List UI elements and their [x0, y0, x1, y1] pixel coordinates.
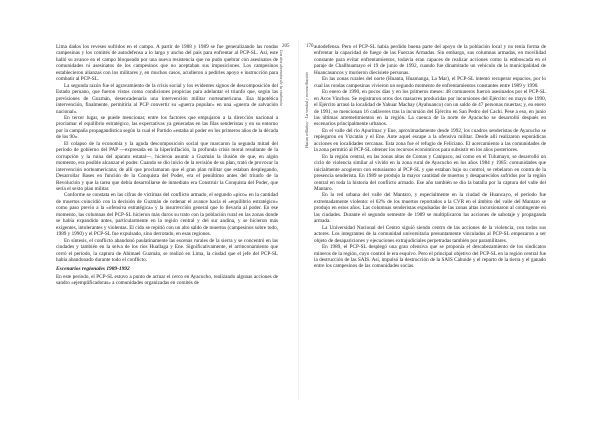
paragraph: Lima dados los reveses sufridos en el campo. A partir de 1988 y 1989 se fue generalizando las rondas campesinas y los comités de autodefensa a lo largo y ancho del país para enfrentar al PCP-SL. Así, este halló su avance en el campo bloqueado por una nueva resistencia que no pudo quebrar con asesinatos de comunidades ni asesinatos de los campesinos que no aceptaban sus imposiciones. Los campesinos establecieron alianzas con los militares y, en muchos casos, acudieron a pedirles apoyo e instrucción para combatir al PCP-SL. — [56, 44, 278, 83]
section-paragraph: En este período, el PCP-SL estuvo a punto de actuar el cerco en Ayacucho, realizando algunas acciones de sandro «ejemplificadoras» a comunidades organizadas en comités de — [56, 274, 278, 287]
paragraph: En las zonas rurales del norte (Huanta, Huamanga, La Mar), el PCP-SL intentó recuperar espacios, por lo cual las rondas campesinas vivieron un segundo momento de enfrentamientos constantes entre 1989 y 1990. — [314, 76, 546, 89]
right-page — [314, 44, 546, 270]
left-page — [56, 44, 278, 287]
right-running-head: Hatun willakuy · La verdad y reconciliación — [304, 72, 309, 148]
left-running-head: Los dos decenios de la violencia — [279, 50, 284, 106]
paragraph: En tercer lugar, se puede mencionar, entre los factores que empujaron a la dirección nacional a proclamar el equilibrio estratégico, las expectativas ya generadas en las filas senderistas y en su entorno por la campaña propagandística según la cual el Partido «estaba al poder en los primeros años de la década de los 90». — [56, 114, 278, 141]
paragraph: En la región central, en las zonas altas de Comas y Canipaco, así como en el Tulumayo, se desarrolló un ciclo de violencia similar al vivido en la zona rural de Ayacucho en los años 1984 y 1985: comunidades que inicialmente acogieron con entusiasmo al PCP-SL y que estaban bajo su control, se rebelaron en contra de la presencia senderista. En 1989 se produjo la mayor cantidad de muertos y desaparecidos sufridos por la región central en toda la historia del conflicto armado. Ese año también se dio la batalla por la captura del valle del Mantaro. — [314, 153, 546, 192]
paragraph: El colapso de la economía y la aguda descomposición social que marcaron la segunda mitad del período de gobierno del PAP —expresada en la hiperinflación, la profunda crisis moral resultante de la corrupción y la ruina del aparato estatal—, hicieron asumir a Guzmán la ilusión de que, en algún momento, era posible alcanzar el poder. Cuando se dio inicio de la revisión de su plan, trató de provocar la intervención norteamericana; de allí que proclamaran que el gran plan militar que estaban desplegando, Desarrollar Bases en función de la Conquista del Poder, era el penúltimo antes del triunfo de la Revolución y que la tarea que debía desarrollarse de inmediato era Construir la Conquista del Poder, que sería el sexto plan militar. — [56, 140, 278, 192]
paragraph: En 1989, el PCP-SL desplegó una gran ofensiva que se proponía el descabezamiento de los sindicatos mineros de la región, cuyo control le era esquivo. Pero el principal objetivo del PCP-SL en la región central fue la destrucción de las SAIS. Así, impulsó la destrucción de la SAIS Cahuide y el reparto de la tierra y el ganado entre los campesinos de las comunidades socias. — [314, 244, 546, 270]
left-page-number: 205 — [282, 44, 290, 49]
right-page-number: 170 — [306, 44, 314, 49]
right-page-body — [314, 44, 546, 270]
paragraph: En síntesis, el conflicto abandonó paulatinamente las escenas rurales de la sierra y se concentró en las ciudades y también en la selva de los ríos Huallaga y Ene. Significativamente, el arrinconamiento que cerró el período, la captura de Abimael Guzmán, se realizó en Lima, la ciudad que el jefe del PCP-SL había abandonado durante todo el conflicto. — [56, 237, 278, 263]
paragraph: En el valle del río Apurímac y Ene, aproximadamente desde 1992, los cuadros senderistas de Ayacucho se replegaron en Vizcatán y el Ene. Ante aquel escape a la ofensiva militar. Desde allí realizaron esporádicas acciones en localidades cercanas. Esta zona fue el refugio de Feliciano. El acercamiento a las comunidades de la zona permitió al PCP-SL obtener los recursos económicos para subsistir en los años posteriores. — [314, 127, 546, 154]
paragraph: autodefensa. Pero el PCP-SL había perdido buena parte del apoyo de la población local y no tenía forma de enfrentar la capacidad de fuego de las Fuerzas Armadas. Sin embargo, sus columnas armadas, en movilidad constante para evitar enfrentamientos, todavía eran capaces de realizar acciones como la emboscada en el paraje de Challhuamayo el 19 de junio de 1992, cuando fue dinamitado un vehículo de la municipalidad de Huancasancos y murieron diecisiete personas. — [314, 44, 546, 76]
paragraph: En la red urbana del valle del Mantaro, y especialmente en la ciudad de Huancayo, el período fue extremadamente violento: el 62% de los muertos reportados a la CVR en el ámbito del valle del Mantaro se produjo en estos años. Las columnas senderistas expulsadas de las zonas altas incursionaron al contingente en las ciudades. Durante el segundo semestre de 1989 se multiplicaron las acciones de sabotaje y propaganda armada. — [314, 192, 546, 225]
paragraph: Conforme se constata en las cifras de víctimas del conflicto armado, el segundo «pico» en la cantidad de muertos coincidió con la decisión de Guzmán de ordenar el avance hacia el «equilibrio estratégico» como paso previo a la «ofensiva estratégica» y la insurrección general que lo llevaría al poder. En ese momento, las columnas del PCP-SL hicieron más duros su trato con la población rural en las zonas donde se había expandido antes, particularmente en la región central y del sur andina, y se hicieron más exigentes, intolerantes y violentas. El cido se repitió con un alto saldo de muertos (campesinos sobre todo, 1989 y 1990) y el PCP-SL fue expulsado, sino derrotado, en esas regiones. — [56, 192, 278, 238]
paragraph: En enero de 1990, en pocos días y en los primeros meses: 48 comuneros fueron asesinados por el PCP-SL en Acos Vinchos. Se registraron otros dos masacres producidas por incursiones del Ejército: en mayo de 1990, el Ejército arrasó la localidad de Yahuar Machay (Ayahuanco) con un saldo de 47 personas muertas; y, en enero de 1991, se mencionan 16 cadáveres tras la incursión del Ejército en San Pedro del Cachi. Pese a eso, en junio las últimas arremetimientos en la región. La cuenca de la norte de Ayacucho se desarrolló después en escenarios principalmente urbanos. — [314, 89, 546, 128]
left-page-body — [56, 44, 278, 263]
paragraph: La Universidad Nacional del Centro siguió siendo centro de las acciones de la violencia, con todos sus actores. Los integrantes de la comunidad universitaria presuntamente vinculados al PCP-SL empezaron a ser objeto de desapariciones y ejecuciones extrajudiciales perpetradas también por paramilitares. — [314, 224, 546, 244]
paragraph: La segunda razón fue el agravamiento de la crisis social y los evidentes signos de descomposición del Estado peruano, que fueron vistos como condiciones propicias para adelantar el triunfo que, según las previsiones de Guzmán, desencadenaría una intervención militar norteamericana. Esa hipotética intervención, finalmente, permitiría al PCP convertir su «guerra popular» en una «guerra de salvación nacional». — [56, 82, 278, 115]
section-heading: Escenarios regionales 1989-1992 — [56, 266, 130, 273]
page-gutter — [298, 40, 299, 400]
